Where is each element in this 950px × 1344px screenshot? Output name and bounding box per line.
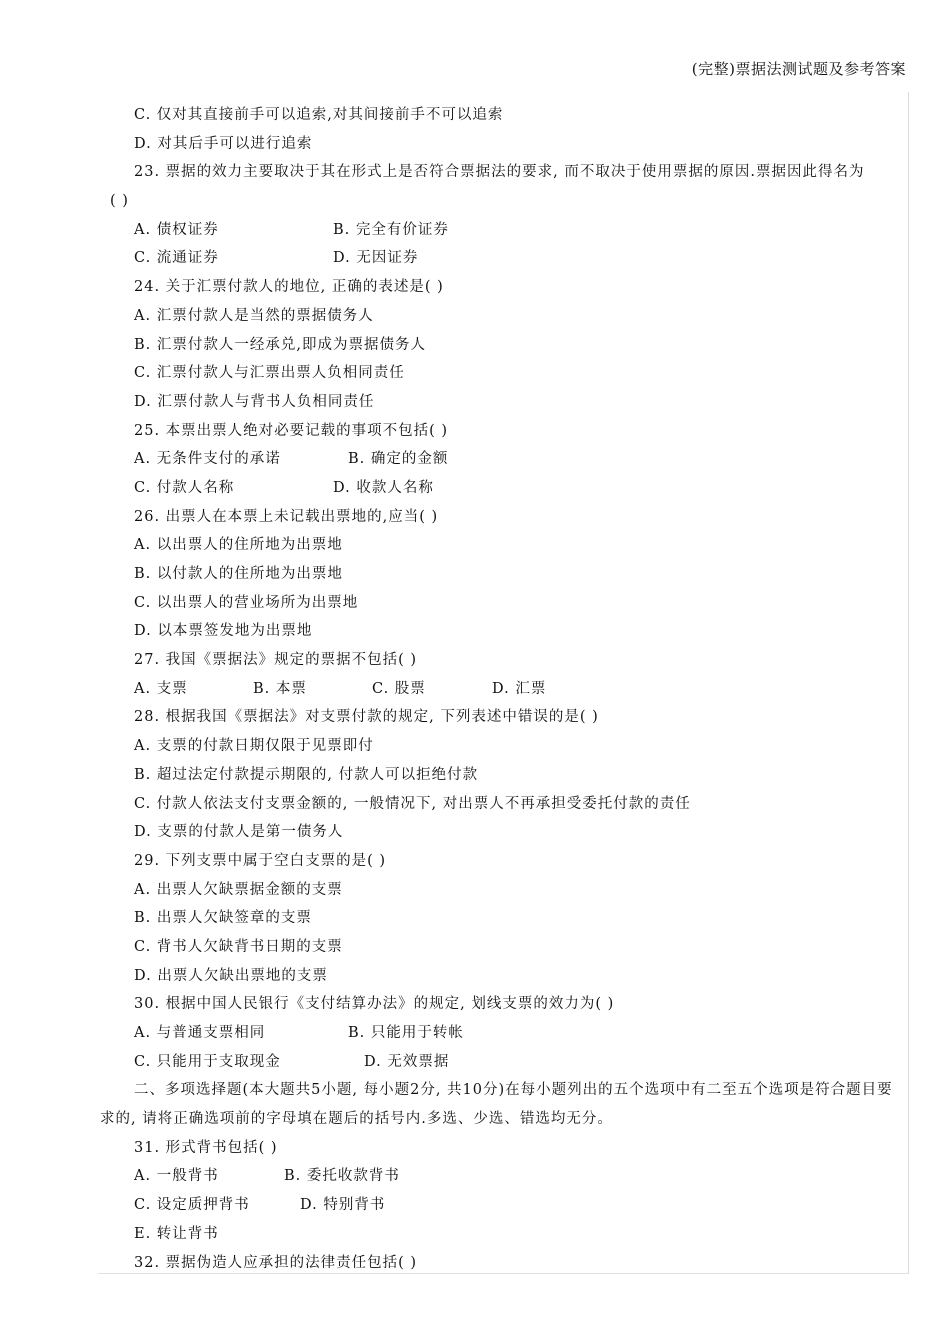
option-c: C. 只能用于支取现金 [134, 1053, 281, 1070]
option-d: D. 无效票据 [364, 1053, 450, 1070]
option-a: A. 支票 [134, 680, 188, 697]
option-line: E. 转让背书 [134, 1225, 219, 1242]
option-line: B. 以付款人的住所地为出票地 [134, 566, 343, 582]
option-row [100, 1162, 900, 1191]
option-row [100, 244, 900, 273]
option-line: A. 以出票人的住所地为出票地 [134, 537, 343, 554]
option-line: B. 超过法定付款提示期限的, 付款人可以拒绝付款 [134, 766, 479, 783]
option-line: C. 汇票付款人与汇票出票人负相同责任 [134, 365, 405, 382]
question-30: 30. 根据中国人民银行《支付结算办法》的规定, 划线支票的效力为( ) [134, 996, 615, 1013]
question-23: 23. 票据的效力主要取决于其在形式上是否符合票据法的要求, 而不取决于使用票据的原因.票据因此得名为 [134, 164, 865, 181]
option-a: A. 债权证券 [134, 221, 219, 238]
option-line: C. 背书人欠缺背书日期的支票 [134, 938, 343, 955]
option-b: B. 完全有价证券 [333, 221, 449, 238]
option-line: B. 汇票付款人一经承兑,即成为票据债务人 [134, 336, 426, 353]
option-line: D. 以本票签发地为出票地 [134, 623, 313, 640]
option-b: B. 本票 [253, 680, 307, 697]
option-line: D. 汇票付款人与背书人负相同责任 [134, 393, 375, 410]
question-29: 29. 下列支票中属于空白支票的是( ) [134, 852, 387, 869]
option-c: C. 流通证券 [134, 250, 219, 267]
option-b: B. 委托收款背书 [284, 1168, 400, 1185]
option-d: D. 特别背书 [300, 1197, 386, 1214]
option-row [100, 1191, 900, 1220]
question-23-blank: ( ) [110, 193, 129, 210]
question-25: 25. 本票出票人绝对必要记载的事项不包括( ) [134, 422, 449, 439]
option-a: A. 无条件支付的承诺 [134, 451, 281, 468]
document-body [100, 101, 900, 1277]
option-b: B. 确定的金额 [348, 451, 449, 468]
option-line: C. 仅对其直接前手可以追索,对其间接前手不可以追索 [134, 107, 504, 123]
question-26: 26. 出票人在本票上未记载出票地的,应当( ) [134, 508, 439, 525]
option-row [100, 1019, 900, 1048]
option-a: A. 与普通支票相同 [134, 1025, 266, 1041]
option-c: C. 设定质押背书 [134, 1197, 250, 1214]
option-c: C. 股票 [372, 680, 426, 697]
option-line: B. 出票人欠缺签章的支票 [134, 910, 312, 927]
option-line: D. 出票人欠缺出票地的支票 [134, 967, 328, 984]
option-a: A. 一般背书 [134, 1168, 219, 1185]
option-d: D. 汇票 [492, 680, 547, 697]
option-c: C. 付款人名称 [134, 479, 235, 496]
question-31: 31. 形式背书包括( ) [134, 1139, 278, 1156]
option-line: A. 出票人欠缺票据金额的支票 [134, 881, 343, 898]
option-b: B. 只能用于转帐 [348, 1025, 464, 1041]
question-32: 32. 票据伪造人应承担的法律责任包括( ) [134, 1254, 418, 1271]
question-24: 24. 关于汇票付款人的地位, 正确的表述是( ) [134, 279, 444, 296]
option-line: A. 支票的付款日期仅限于见票即付 [134, 738, 374, 755]
question-27: 27. 我国《票据法》规定的票据不包括( ) [134, 652, 418, 669]
option-row [100, 1048, 900, 1077]
option-d: D. 无因证券 [333, 250, 419, 267]
option-line: A. 汇票付款人是当然的票据债务人 [134, 307, 374, 324]
question-28: 28. 根据我国《票据法》对支票付款的规定, 下列表述中错误的是( ) [134, 709, 599, 726]
option-line: C. 付款人依法支付支票金额的, 一般情况下, 对出票人不再承担受委托付款的责任 [134, 795, 691, 812]
option-row [100, 675, 900, 704]
option-row [100, 445, 900, 474]
page-header-title: (完整)票据法测试题及参考答案 [691, 60, 906, 78]
option-line: D. 支票的付款人是第一债务人 [134, 824, 344, 841]
option-row [100, 474, 900, 503]
section-2-heading: 二、多项选择题(本大题共5小题, 每小题2分, 共10分)在每小题列出的五个选项中有二至五个选项是符合题目要求的, 请将正确选项前的字母填在题后的括号内.多选、少选、错选均无分。 [100, 1082, 893, 1128]
option-line: C. 以出票人的营业场所为出票地 [134, 594, 359, 611]
option-d: D. 收款人名称 [333, 479, 434, 496]
page-frame-right-edge [908, 92, 909, 1274]
option-line: D. 对其后手可以进行追索 [134, 135, 313, 152]
option-row [100, 216, 900, 245]
